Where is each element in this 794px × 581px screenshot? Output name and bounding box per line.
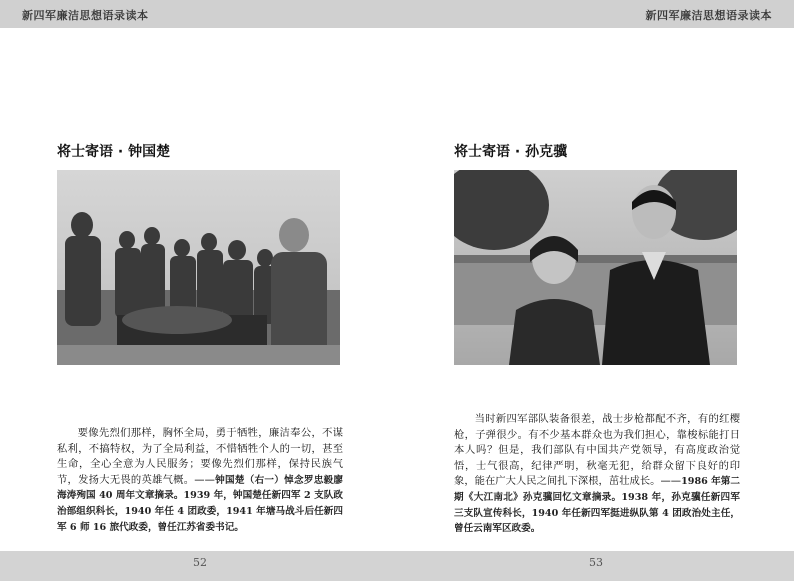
left-section-title: 将士寄语 · 钟国楚 (57, 144, 171, 160)
header-title-left: 新四军廉洁思想语录读本 (22, 9, 149, 22)
left-photo (57, 170, 340, 365)
right-body-text (454, 412, 740, 537)
right-quote: 当时新四军部队装备很差，战士步枪都配不齐，有的红樱枪，子弹很少。有不少基本群众也为我们担心，靠梭标能打日本人吗？但是，我们部队有中国共产党领导，有高度政治觉悟，士气很高，纪律严明，秋毫无犯，给群众留下良好的印象，能在广大人民之间扎下深根，茁壮成长。—— (454, 413, 740, 488)
right-page-number: 53 (589, 556, 603, 569)
left-page-number: 52 (193, 556, 207, 569)
left-caption: 钟国楚（右一）悼念罗忠毅廖海涛殉国 40 周年文章摘录。1939 年，钟国楚任新四军 2 支队政治部组织科长，1940 年任 4 团政委，1941 年塘马战斗后任新四军 6 师 16 旅代政委，曾任江苏省委书记。 (57, 474, 344, 533)
left-body-text (57, 426, 343, 535)
header-title-right: 新四军廉洁思想语录读本 (645, 9, 772, 22)
right-section-title: 将士寄语 · 孙克骥 (454, 144, 568, 160)
right-photo (454, 170, 737, 365)
left-quote: 要像先烈们那样，胸怀全局，勇于牺牲，廉洁奉公，不谋私利，不搞特权，为了全局利益，不惜牺牲个人的一切，甚至生命，全心全意为人民服务；要像先烈们那样，保持民族气节，发扬大无畏的英雄气概。—— (57, 427, 343, 486)
right-caption: 1986 年第二期《大江南北》孙克骥回忆文章摘录。1938 年，孙克骥任新四军三支队宣传科长，1940 年任新四军挺进纵队第 4 团政治处主任，曾任云南军区政委。 (454, 476, 740, 535)
running-footer (0, 551, 794, 581)
